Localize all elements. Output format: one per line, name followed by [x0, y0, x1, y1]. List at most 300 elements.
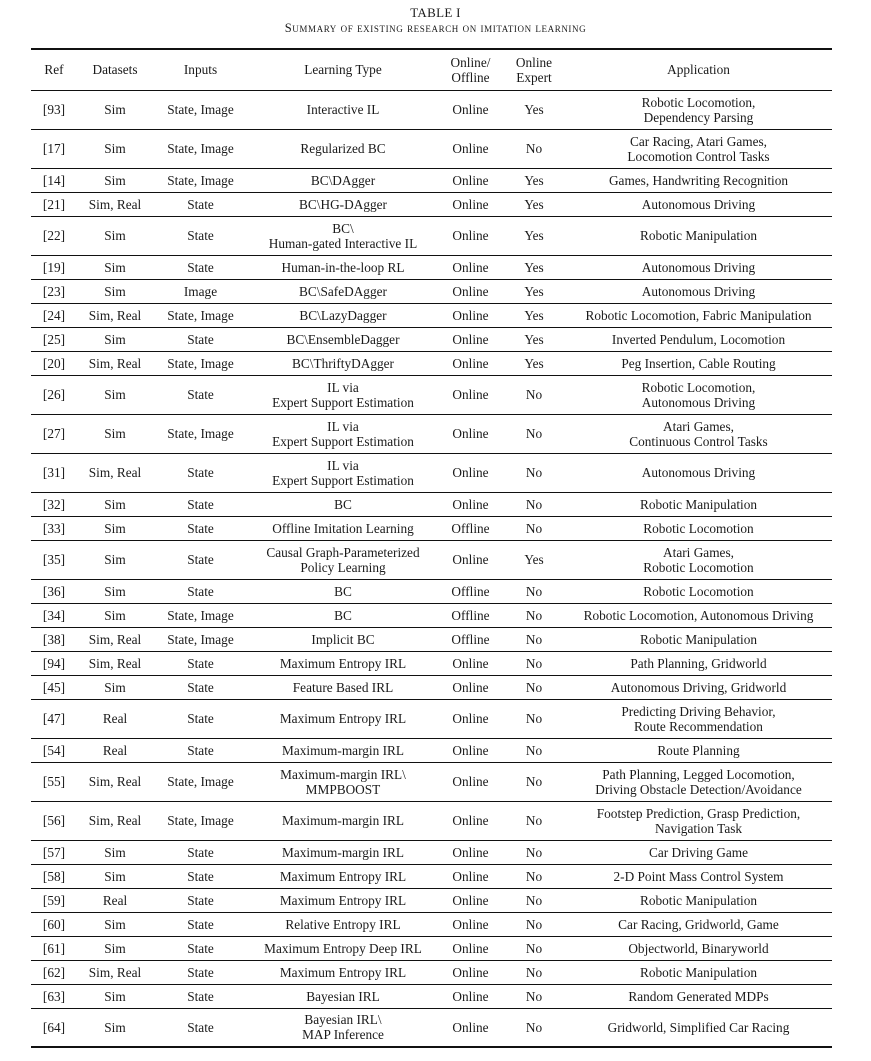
cell-online-expert: No	[503, 984, 565, 1008]
cell-ref: [94]	[31, 651, 77, 675]
cell-datasets: Sim	[77, 864, 153, 888]
cell-application-line: Autonomous Driving	[641, 394, 756, 410]
cell-application-line: Locomotion Control Tasks	[627, 148, 770, 164]
table-row	[31, 912, 832, 936]
cell-application	[565, 801, 832, 840]
header-online-offline-line: Online/	[450, 54, 491, 70]
cell-application	[565, 327, 832, 351]
cell-application	[565, 1008, 832, 1047]
cell-inputs: State	[153, 327, 248, 351]
cell-online-expert: Yes	[503, 90, 565, 129]
cell-learning-type	[248, 888, 438, 912]
cell-ref: [64]	[31, 1008, 77, 1047]
cell-datasets: Sim	[77, 579, 153, 603]
cell-application	[565, 840, 832, 864]
cell-inputs: State	[153, 192, 248, 216]
cell-learning-type-line: Expert Support Estimation	[272, 472, 414, 488]
cell-online-offline: Offline	[438, 516, 503, 540]
cell-application	[565, 762, 832, 801]
header-learning-type: Learning Type	[248, 49, 438, 90]
cell-online-offline: Online	[438, 351, 503, 375]
cell-learning-type	[248, 840, 438, 864]
cell-learning-type	[248, 936, 438, 960]
cell-ref: [57]	[31, 840, 77, 864]
cell-online-expert: No	[503, 651, 565, 675]
cell-learning-type-line: BC\DAgger	[310, 172, 376, 188]
cell-online-expert: Yes	[503, 192, 565, 216]
cell-datasets: Sim	[77, 540, 153, 579]
cell-application	[565, 627, 832, 651]
cell-learning-type-line: MAP Inference	[302, 1027, 384, 1043]
cell-learning-type-line: Bayesian IRL\	[304, 1012, 382, 1028]
cell-application-line: Autonomous Driving	[641, 196, 756, 212]
cell-learning-type	[248, 675, 438, 699]
cell-ref: [22]	[31, 216, 77, 255]
cell-datasets: Sim	[77, 90, 153, 129]
cell-ref: [31]	[31, 453, 77, 492]
cell-online-offline: Online	[438, 762, 503, 801]
cell-application-line: Robotic Locomotion,	[641, 94, 756, 110]
cell-online-expert: No	[503, 129, 565, 168]
cell-datasets: Sim	[77, 936, 153, 960]
table-row	[31, 516, 832, 540]
cell-ref: [58]	[31, 864, 77, 888]
cell-application-line: Games, Handwriting Recognition	[608, 172, 789, 188]
cell-datasets: Sim, Real	[77, 651, 153, 675]
cell-online-offline: Online	[438, 192, 503, 216]
cell-online-offline: Online	[438, 216, 503, 255]
cell-application-line: Peg Insertion, Cable Routing	[621, 355, 776, 371]
cell-ref: [26]	[31, 375, 77, 414]
cell-datasets: Sim	[77, 912, 153, 936]
cell-learning-type-line: BC	[334, 583, 352, 599]
cell-application-line: Autonomous Driving	[641, 259, 756, 275]
cell-online-expert: Yes	[503, 279, 565, 303]
cell-datasets: Sim	[77, 675, 153, 699]
cell-application-line: Predicting Driving Behavior,	[621, 703, 776, 719]
cell-online-expert: No	[503, 840, 565, 864]
table-row	[31, 738, 832, 762]
cell-application-line: Path Planning, Gridworld	[630, 655, 767, 671]
cell-learning-type-line: BC\LazyDagger	[299, 307, 387, 323]
cell-inputs: State	[153, 888, 248, 912]
cell-learning-type	[248, 1008, 438, 1047]
cell-learning-type	[248, 627, 438, 651]
cell-online-expert: No	[503, 627, 565, 651]
cell-datasets: Sim, Real	[77, 351, 153, 375]
cell-online-offline: Online	[438, 303, 503, 327]
table-row	[31, 801, 832, 840]
cell-learning-type-line: BC\EnsembleDagger	[286, 331, 400, 347]
cell-online-expert: Yes	[503, 168, 565, 192]
cell-learning-type	[248, 375, 438, 414]
cell-learning-type	[248, 453, 438, 492]
cell-inputs: State	[153, 840, 248, 864]
cell-ref: [24]	[31, 303, 77, 327]
cell-datasets: Sim, Real	[77, 960, 153, 984]
cell-datasets: Sim	[77, 984, 153, 1008]
cell-application-line: Robotic Manipulation	[639, 228, 758, 243]
cell-inputs: State, Image	[153, 414, 248, 453]
cell-online-expert: Yes	[503, 540, 565, 579]
cell-datasets: Sim	[77, 216, 153, 255]
cell-application-line: Route Recommendation	[634, 718, 763, 734]
cell-datasets: Sim, Real	[77, 303, 153, 327]
table-row	[31, 675, 832, 699]
cell-learning-type-line: Causal Graph-Parameterized	[266, 544, 420, 560]
cell-application-line: Robotic Manipulation	[639, 892, 758, 908]
cell-inputs: State	[153, 738, 248, 762]
cell-ref: [59]	[31, 888, 77, 912]
cell-application	[565, 864, 832, 888]
cell-learning-type-line: BC\SafeDAgger	[299, 283, 387, 299]
cell-datasets: Sim, Real	[77, 762, 153, 801]
table-row	[31, 864, 832, 888]
cell-learning-type	[248, 762, 438, 801]
cell-application	[565, 192, 832, 216]
table-row	[31, 603, 832, 627]
cell-online-offline: Online	[438, 675, 503, 699]
cell-inputs: State	[153, 936, 248, 960]
cell-inputs: State	[153, 960, 248, 984]
cell-application-line: Navigation Task	[654, 820, 743, 836]
cell-online-expert: No	[503, 492, 565, 516]
table-row	[31, 90, 832, 129]
cell-learning-type-line: Maximum Entropy Deep IRL	[264, 940, 422, 956]
table-body	[31, 90, 832, 1047]
cell-online-expert: Yes	[503, 303, 565, 327]
cell-learning-type-line: MMPBOOST	[305, 781, 381, 797]
cell-inputs: State	[153, 516, 248, 540]
cell-application-line: Footstep Prediction, Grasp Prediction,	[596, 805, 801, 821]
cell-application	[565, 168, 832, 192]
cell-online-offline: Online	[438, 1008, 503, 1047]
cell-learning-type-line: BC	[334, 496, 352, 512]
cell-online-offline: Online	[438, 984, 503, 1008]
cell-online-expert: No	[503, 912, 565, 936]
table-row	[31, 216, 832, 255]
cell-application	[565, 351, 832, 375]
cell-application	[565, 90, 832, 129]
cell-learning-type-line: Offline Imitation Learning	[272, 520, 414, 536]
cell-inputs: State	[153, 540, 248, 579]
table-row	[31, 492, 832, 516]
cell-learning-type-line: Maximum Entropy IRL	[279, 868, 407, 884]
header-online-expert	[503, 49, 565, 90]
cell-learning-type	[248, 864, 438, 888]
cell-learning-type-line: Maximum Entropy IRL	[279, 655, 407, 671]
cell-ref: [35]	[31, 540, 77, 579]
cell-online-expert: No	[503, 453, 565, 492]
cell-learning-type	[248, 801, 438, 840]
cell-datasets: Sim	[77, 840, 153, 864]
cell-learning-type-line: Expert Support Estimation	[272, 394, 414, 410]
cell-online-expert: Yes	[503, 327, 565, 351]
cell-online-expert: Yes	[503, 216, 565, 255]
cell-online-offline: Online	[438, 888, 503, 912]
cell-ref: [27]	[31, 414, 77, 453]
cell-learning-type	[248, 516, 438, 540]
table-row	[31, 1008, 832, 1047]
cell-learning-type	[248, 912, 438, 936]
cell-application	[565, 984, 832, 1008]
cell-inputs: State, Image	[153, 303, 248, 327]
cell-online-expert: No	[503, 888, 565, 912]
cell-learning-type-line: Maximum-margin IRL	[282, 742, 404, 758]
cell-inputs: State	[153, 699, 248, 738]
cell-online-offline: Online	[438, 912, 503, 936]
cell-application	[565, 255, 832, 279]
cell-inputs: State	[153, 492, 248, 516]
cell-application	[565, 279, 832, 303]
cell-datasets: Sim	[77, 375, 153, 414]
cell-online-expert: No	[503, 579, 565, 603]
cell-application	[565, 492, 832, 516]
table-row	[31, 168, 832, 192]
cell-online-offline: Online	[438, 960, 503, 984]
cell-application-line: Robotic Locomotion,	[641, 379, 756, 395]
cell-datasets: Sim, Real	[77, 627, 153, 651]
cell-online-expert: No	[503, 603, 565, 627]
cell-online-offline: Online	[438, 492, 503, 516]
cell-application	[565, 738, 832, 762]
cell-learning-type-line: Regularized BC	[300, 141, 386, 156]
cell-learning-type-line: Maximum Entropy IRL	[279, 964, 407, 980]
cell-learning-type-line: Human-gated Interactive IL	[268, 235, 418, 251]
cell-application-line: Atari Games,	[663, 418, 734, 434]
cell-learning-type	[248, 540, 438, 579]
cell-ref: [55]	[31, 762, 77, 801]
cell-online-expert: No	[503, 516, 565, 540]
cell-ref: [32]	[31, 492, 77, 516]
cell-inputs: State, Image	[153, 603, 248, 627]
cell-learning-type-line: Maximum-margin IRL\	[280, 766, 406, 782]
cell-ref: [33]	[31, 516, 77, 540]
cell-application	[565, 579, 832, 603]
cell-inputs: State	[153, 375, 248, 414]
cell-datasets: Sim	[77, 327, 153, 351]
cell-online-offline: Online	[438, 375, 503, 414]
cell-learning-type-line: Maximum-margin IRL	[282, 844, 404, 860]
table-caption-title: Summary of existing research on imitation learning	[284, 21, 587, 35]
cell-datasets: Sim, Real	[77, 801, 153, 840]
header-application: Application	[565, 49, 832, 90]
table-caption-label: TABLE I	[410, 5, 461, 20]
table-row	[31, 762, 832, 801]
cell-inputs: State	[153, 912, 248, 936]
cell-learning-type-line: Relative Entropy IRL	[285, 916, 401, 932]
cell-application-line: Random Generated MDPs	[628, 988, 769, 1004]
cell-application-line: Inverted Pendulum, Locomotion	[611, 331, 786, 347]
cell-application-line: Robotic Locomotion, Autonomous Driving	[583, 607, 814, 623]
cell-learning-type-line: IL via	[327, 457, 359, 473]
table-row	[31, 192, 832, 216]
cell-learning-type	[248, 738, 438, 762]
cell-application-line: Robotic Locomotion	[643, 559, 754, 575]
cell-application-line: Driving Obstacle Detection/Avoidance	[595, 781, 802, 797]
cell-application-line: Gridworld, Simplified Car Racing	[607, 1019, 790, 1035]
cell-online-offline: Online	[438, 168, 503, 192]
cell-datasets: Real	[77, 699, 153, 738]
cell-application	[565, 453, 832, 492]
table-row	[31, 579, 832, 603]
cell-application-line: Robotic Locomotion	[643, 583, 754, 599]
cell-datasets: Sim	[77, 279, 153, 303]
cell-online-expert: No	[503, 375, 565, 414]
cell-online-offline: Online	[438, 936, 503, 960]
cell-inputs: State	[153, 453, 248, 492]
table-row	[31, 936, 832, 960]
cell-datasets: Sim	[77, 414, 153, 453]
header-inputs: Inputs	[153, 49, 248, 90]
header-online-expert-line: Online	[515, 54, 553, 70]
cell-ref: [45]	[31, 675, 77, 699]
cell-application	[565, 516, 832, 540]
cell-application-line: Robotic Manipulation	[639, 964, 758, 980]
cell-online-expert: Yes	[503, 351, 565, 375]
table-row	[31, 699, 832, 738]
cell-application	[565, 912, 832, 936]
cell-application-line: Objectworld, Binaryworld	[628, 940, 769, 956]
cell-learning-type-line: BC\HG-DAgger	[299, 196, 387, 212]
cell-application-line: Autonomous Driving, Gridworld	[610, 679, 787, 695]
cell-learning-type	[248, 699, 438, 738]
cell-inputs: Image	[153, 279, 248, 303]
cell-learning-type	[248, 279, 438, 303]
cell-ref: [60]	[31, 912, 77, 936]
cell-online-offline: Online	[438, 840, 503, 864]
header-datasets: Datasets	[77, 49, 153, 90]
cell-inputs: State	[153, 255, 248, 279]
cell-learning-type	[248, 327, 438, 351]
cell-online-expert: Yes	[503, 255, 565, 279]
cell-datasets: Sim	[77, 492, 153, 516]
cell-application	[565, 303, 832, 327]
cell-ref: [23]	[31, 279, 77, 303]
cell-online-expert: No	[503, 801, 565, 840]
cell-online-expert: No	[503, 675, 565, 699]
cell-ref: [17]	[31, 129, 77, 168]
cell-learning-type-line: IL via	[327, 379, 359, 395]
cell-application	[565, 540, 832, 579]
header-ref: Ref	[31, 49, 77, 90]
cell-datasets: Sim	[77, 129, 153, 168]
table-row	[31, 840, 832, 864]
cell-application-line: Car Driving Game	[649, 844, 748, 860]
header-online-offline-line: Offline	[451, 69, 490, 85]
cell-ref: [38]	[31, 627, 77, 651]
cell-learning-type-line: BC\	[332, 220, 354, 236]
cell-application	[565, 651, 832, 675]
table-row	[31, 303, 832, 327]
cell-learning-type	[248, 192, 438, 216]
table-row	[31, 327, 832, 351]
cell-application-line: Autonomous Driving	[641, 465, 756, 480]
cell-ref: [61]	[31, 936, 77, 960]
header-online-expert-line: Expert	[516, 69, 552, 85]
cell-online-offline: Online	[438, 255, 503, 279]
table-row	[31, 540, 832, 579]
cell-inputs: State, Image	[153, 90, 248, 129]
cell-application	[565, 603, 832, 627]
cell-learning-type	[248, 255, 438, 279]
header-online-offline	[438, 49, 503, 90]
cell-ref: [93]	[31, 90, 77, 129]
cell-application-line: Robotic Locomotion	[643, 520, 754, 536]
cell-application	[565, 960, 832, 984]
table-row	[31, 129, 832, 168]
cell-learning-type	[248, 960, 438, 984]
cell-application-line: Robotic Locomotion, Fabric Manipulation	[585, 307, 812, 323]
cell-learning-type-line: Policy Learning	[300, 559, 386, 575]
cell-learning-type-line: IL via	[327, 418, 359, 434]
cell-online-expert: No	[503, 1008, 565, 1047]
cell-learning-type	[248, 579, 438, 603]
cell-online-expert: No	[503, 414, 565, 453]
cell-application-line: Robotic Manipulation	[639, 631, 758, 647]
cell-learning-type	[248, 90, 438, 129]
cell-learning-type-line: BC	[334, 607, 352, 623]
imitation-learning-table	[31, 48, 832, 1048]
cell-application	[565, 414, 832, 453]
table-row	[31, 279, 832, 303]
cell-application-line: Robotic Manipulation	[639, 496, 758, 512]
cell-inputs: State, Image	[153, 762, 248, 801]
cell-datasets: Sim	[77, 255, 153, 279]
cell-ref: [34]	[31, 603, 77, 627]
cell-application-line: 2-D Point Mass Control System	[613, 868, 784, 884]
cell-online-expert: No	[503, 864, 565, 888]
cell-learning-type-line: Interactive IL	[306, 102, 380, 117]
table-row	[31, 414, 832, 453]
cell-inputs: State	[153, 651, 248, 675]
cell-learning-type	[248, 303, 438, 327]
cell-online-offline: Offline	[438, 627, 503, 651]
cell-learning-type	[248, 984, 438, 1008]
cell-learning-type	[248, 216, 438, 255]
cell-application-line: Autonomous Driving	[641, 283, 756, 299]
cell-application-line: Dependency Parsing	[643, 109, 754, 125]
cell-inputs: State	[153, 675, 248, 699]
cell-inputs: State	[153, 1008, 248, 1047]
cell-application-line: Atari Games,	[663, 544, 734, 560]
cell-learning-type	[248, 351, 438, 375]
cell-online-offline: Online	[438, 90, 503, 129]
cell-datasets: Sim, Real	[77, 453, 153, 492]
cell-ref: [54]	[31, 738, 77, 762]
cell-inputs: State	[153, 984, 248, 1008]
cell-inputs: State	[153, 579, 248, 603]
cell-online-offline: Offline	[438, 603, 503, 627]
cell-learning-type-line: Human-in-the-loop RL	[281, 259, 405, 275]
cell-ref: [20]	[31, 351, 77, 375]
table-row	[31, 351, 832, 375]
cell-ref: [36]	[31, 579, 77, 603]
cell-ref: [47]	[31, 699, 77, 738]
cell-application-line: Car Racing, Gridworld, Game	[618, 916, 779, 932]
cell-online-offline: Online	[438, 651, 503, 675]
cell-datasets: Sim	[77, 603, 153, 627]
table-row	[31, 255, 832, 279]
cell-online-offline: Online	[438, 453, 503, 492]
cell-online-offline: Online	[438, 279, 503, 303]
table-row	[31, 627, 832, 651]
cell-online-offline: Online	[438, 699, 503, 738]
cell-ref: [56]	[31, 801, 77, 840]
cell-application	[565, 375, 832, 414]
cell-online-offline: Online	[438, 864, 503, 888]
cell-online-expert: No	[503, 699, 565, 738]
